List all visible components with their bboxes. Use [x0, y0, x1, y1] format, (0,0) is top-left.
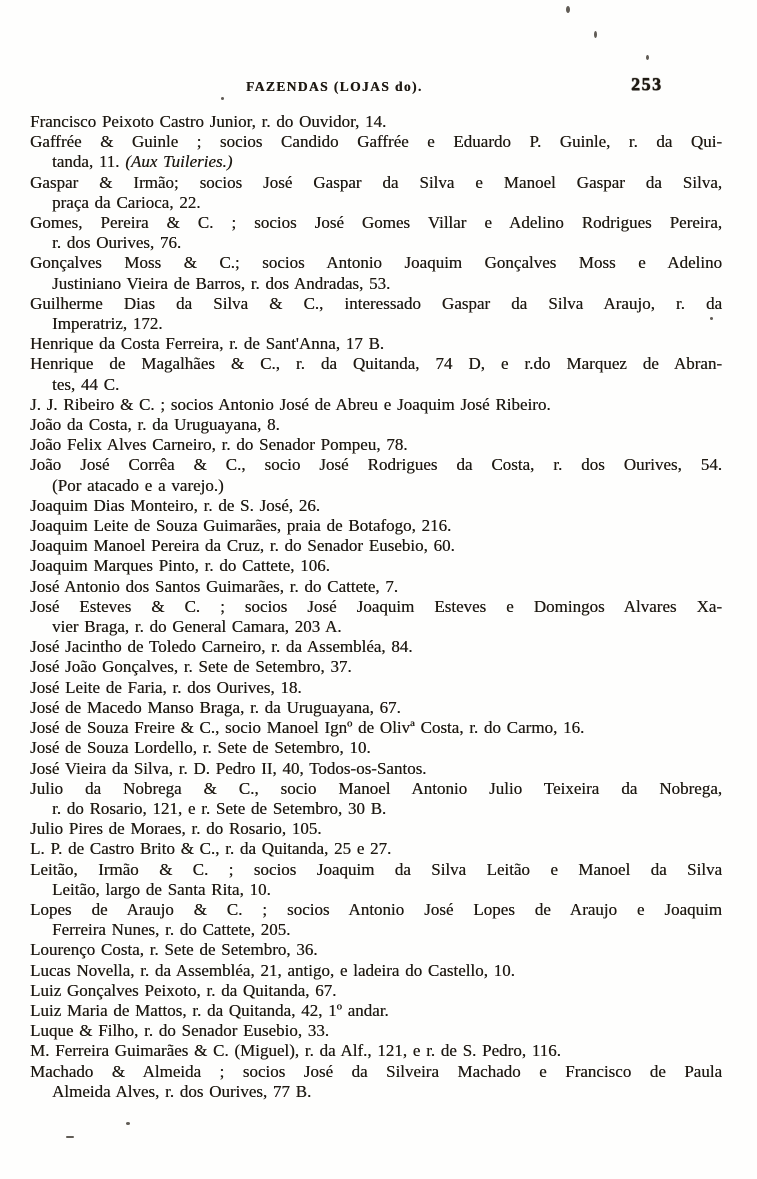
directory-entry — [30, 1041, 722, 1061]
directory-entry — [30, 213, 722, 253]
entry-line: Ferreira Nunes, r. do Cattete, 205. — [52, 920, 291, 940]
entry-line: Gaffrée & Guinle ; socios Candido Gaffrée e Eduardo P. Guinle, r. da Qui- — [30, 132, 722, 152]
directory-entry — [30, 718, 722, 738]
entry-line: Machado & Almeida ; socios José da Silveira Machado e Francisco de Paula — [30, 1061, 722, 1081]
entry-line: Luiz Gonçalves Peixoto, r. da Quitanda, 67. — [30, 980, 337, 1000]
entry-line: Henrique de Magalhães & C., r. da Quitanda, 74 D, e r.do Marquez de Abran- — [30, 354, 722, 374]
entry-line: Joaquim Marques Pinto, r. do Cattete, 106. — [30, 556, 330, 576]
entry-line: Julio da Nobrega & C., socio Manoel Antonio Julio Teixeira da Nobrega, — [30, 778, 722, 798]
entry-line: José de Souza Lordello, r. Sete de Setembro, 10. — [30, 738, 371, 758]
scan-speck — [566, 6, 570, 13]
entry-line: João Felix Alves Carneiro, r. do Senador Pompeu, 78. — [30, 435, 408, 455]
directory-entry — [30, 334, 722, 354]
directory-entry — [30, 577, 722, 597]
scan-speck — [594, 31, 597, 38]
directory-entry — [30, 112, 722, 132]
entry-line: José de Souza Freire & C., socio Manoel Ignº de Olivª Costa, r. do Carmo, 16. — [30, 718, 585, 738]
directory-entry — [30, 678, 722, 698]
entry-line: Luiz Maria de Mattos, r. da Quitanda, 42, 1º andar. — [30, 1000, 389, 1020]
directory-entry — [30, 981, 722, 1001]
directory-entry — [30, 1001, 722, 1021]
entry-line: r. dos Ourives, 76. — [52, 233, 182, 253]
italic-note: (Aux Tuileries.) — [125, 152, 233, 172]
entry-line: Justiniano Vieira de Barros, r. dos Andradas, 53. — [52, 273, 391, 293]
directory-entry — [30, 556, 722, 576]
directory-entry — [30, 536, 722, 556]
entry-line: João José Corrêa & C., socio José Rodrigues da Costa, r. dos Ourives, 54. — [30, 455, 722, 475]
scan-speck — [710, 317, 713, 320]
directory-entry — [30, 496, 722, 516]
scan-speck — [126, 1122, 130, 1125]
entry-line: Gaspar & Irmão; socios José Gaspar da Silva e Manoel Gaspar da Silva, — [30, 172, 722, 192]
directory-entry — [30, 294, 722, 334]
entry-line: José Jacintho de Toledo Carneiro, r. da Assembléa, 84. — [30, 637, 413, 657]
entry-line: tanda, 11. (Aux Tuileries.) — [52, 152, 233, 172]
entry-line: José Antonio dos Santos Guimarães, r. do Cattete, 7. — [30, 576, 399, 596]
directory-entry — [30, 132, 722, 172]
entry-line: J. J. Ribeiro & C. ; socios Antonio José de Abreu e Joaquim José Ribeiro. — [30, 394, 551, 414]
directory-entry — [30, 354, 722, 394]
directory-entry — [30, 860, 722, 900]
entry-line: José de Macedo Manso Braga, r. da Uruguayana, 67. — [30, 697, 401, 717]
entry-line: vier Braga, r. do General Camara, 203 A. — [52, 617, 342, 637]
entry-line: praça da Carioca, 22. — [52, 192, 201, 212]
entry-line: Leitão, largo de Santa Rita, 10. — [52, 879, 271, 899]
entry-line: José Esteves & C. ; socios José Joaquim Esteves e Domingos Alvares Xa- — [30, 596, 722, 616]
directory-entry — [30, 415, 722, 435]
running-title: FAZENDAS (LOJAS do). — [246, 79, 423, 94]
directory-entry — [30, 839, 722, 859]
directory-entry — [30, 779, 722, 819]
directory-entry — [30, 657, 722, 677]
entry-line: José Leite de Faria, r. dos Ourives, 18. — [30, 677, 302, 697]
scan-speck — [221, 97, 224, 100]
scan-speck — [646, 55, 649, 60]
entry-line: Almeida Alves, r. dos Ourives, 77 B. — [52, 1081, 312, 1101]
entry-line: José João Gonçalves, r. Sete de Setembro, 37. — [30, 657, 352, 677]
directory-entry — [30, 1021, 722, 1041]
directory-entry — [30, 516, 722, 536]
entry-line: Luque & Filho, r. do Senador Eusebio, 33. — [30, 1021, 330, 1041]
entry-line: Guilherme Dias da Silva & C., interessado Gaspar da Silva Araujo, r. da — [30, 293, 722, 313]
directory-entry — [30, 395, 722, 415]
entry-line: M. Ferreira Guimarães & C. (Miguel), r. da Alf., 121, e r. de S. Pedro, 116. — [30, 1041, 561, 1061]
entry-line: Gomes, Pereira & C. ; socios José Gomes Villar e Adelino Rodrigues Pereira, — [30, 213, 722, 233]
entry-line: Lucas Novella, r. da Assembléa, 21, antigo, e ladeira do Castello, 10. — [30, 960, 515, 980]
entry-line: (Por atacado e a varejo.) — [52, 475, 224, 495]
entry-line: Henrique da Costa Ferreira, r. de Sant'Anna, 17 B. — [30, 334, 385, 354]
entry-line: Francisco Peixoto Castro Junior, r. do Ouvidor, 14. — [30, 112, 387, 131]
directory-entry — [30, 940, 722, 960]
entry-line: Lourenço Costa, r. Sete de Setembro, 36. — [30, 940, 318, 960]
directory-entry — [30, 253, 722, 293]
directory-entry — [30, 900, 722, 940]
directory-entry — [30, 597, 722, 637]
directory-entry — [30, 1062, 722, 1102]
entry-line: João da Costa, r. da Uruguayana, 8. — [30, 415, 280, 435]
directory-list — [30, 112, 722, 1102]
directory-entry — [30, 961, 722, 981]
directory-entry — [30, 738, 722, 758]
directory-entry — [30, 435, 722, 455]
directory-entry — [30, 759, 722, 779]
entry-line: Gonçalves Moss & C.; socios Antonio Joaquim Gonçalves Moss e Adelino — [30, 253, 722, 273]
scan-speck — [66, 1136, 74, 1138]
entry-line: Leitão, Irmão & C. ; socios Joaquim da Silva Leitão e Manoel da Silva — [30, 859, 722, 879]
directory-entry — [30, 455, 722, 495]
page-number: 253 — [631, 74, 663, 94]
entry-line: Imperatriz, 172. — [52, 314, 163, 334]
directory-entry — [30, 173, 722, 213]
entry-line: José Vieira da Silva, r. D. Pedro II, 40, Todos-os-Santos. — [30, 758, 427, 778]
entry-line: tes, 44 C. — [52, 374, 120, 394]
entry-line: Joaquim Manoel Pereira da Cruz, r. do Senador Eusebio, 60. — [30, 536, 455, 556]
entry-line: Joaquim Leite de Souza Guimarães, praia de Botafogo, 216. — [30, 516, 452, 536]
directory-entry — [30, 698, 722, 718]
entry-line: L. P. de Castro Brito & C., r. da Quitanda, 25 e 27. — [30, 839, 392, 859]
entry-line: Julio Pires de Moraes, r. do Rosario, 105. — [30, 819, 322, 839]
directory-entry — [30, 819, 722, 839]
directory-entry — [30, 637, 722, 657]
entry-line: Lopes de Araujo & C. ; socios Antonio José Lopes de Araujo e Joaquim — [30, 899, 722, 919]
entry-line: r. do Rosario, 121, e r. Sete de Setembro, 30 B. — [52, 798, 387, 818]
entry-line: Joaquim Dias Monteiro, r. de S. José, 26. — [30, 495, 321, 515]
